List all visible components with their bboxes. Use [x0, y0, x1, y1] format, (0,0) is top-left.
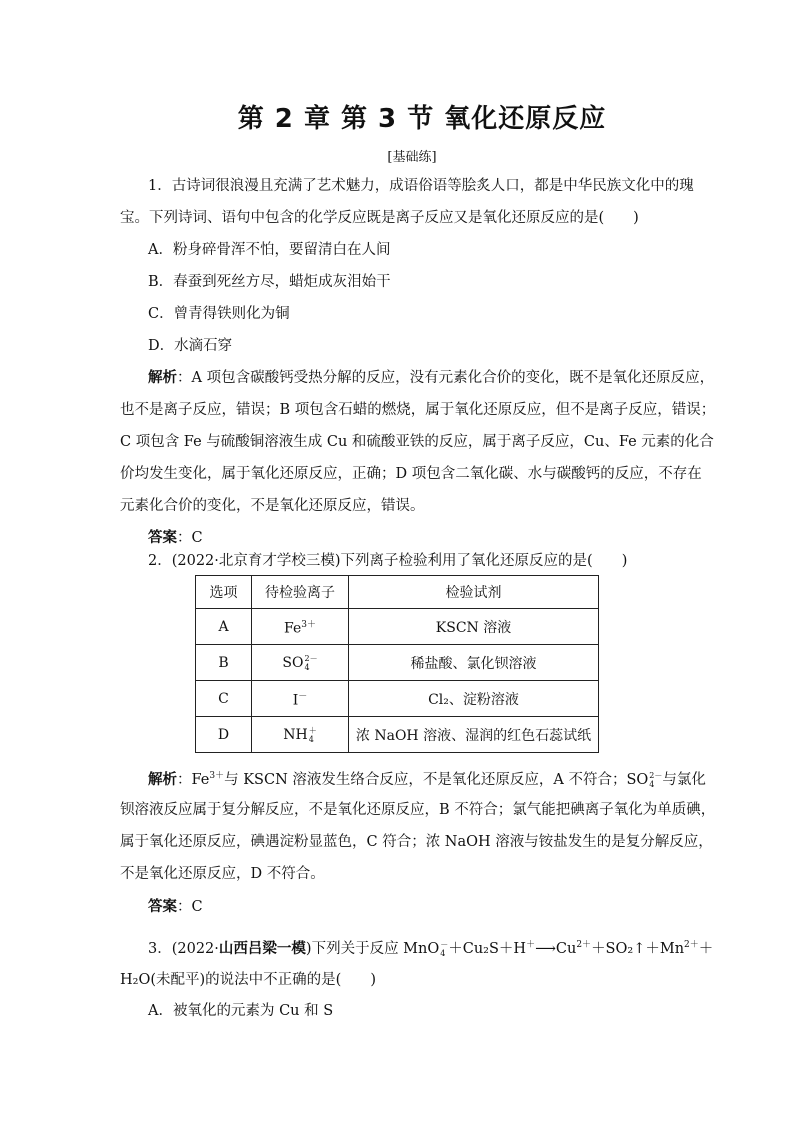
q2-answer-value: ：C — [177, 899, 203, 915]
table-row — [196, 645, 599, 681]
q1-analysis-line5: 元素化合价的变化，不是氧化还原反应，错误。 — [120, 498, 425, 514]
q2-analysis-line3: 属于氧化还原反应，碘遇淀粉显蓝色，C 符合；浓 NaOH 溶液与铵盐发生的是复分解反应， — [120, 834, 713, 850]
row-option: A — [196, 609, 252, 645]
row-option: C — [196, 681, 252, 717]
table-row — [196, 681, 599, 717]
q2-analysis-line2: 钡溶液反应属于复分解反应，不是氧化还原反应，B 不符合；氯气能把碘离子氧化为单质碘， — [120, 802, 716, 818]
q3-stem-line2: H₂O(未配平)的说法中不正确的是( ) — [120, 972, 376, 988]
q2-analysis-line1: 解析：$Fe^{3+}$与 KSCN 溶液发生络合反应，不是氧化还原反应，A 不符合；SO 2－ 4 与氯化 — [148, 770, 706, 789]
q1-option-c: C．曾青得铁则化为铜 — [148, 306, 290, 322]
q1-stem-line2: 宝。下列诗词、语句中包含的化学反应既是离子反应又是氧化还原反应的是( ) — [120, 210, 639, 226]
q1-answer-value: ：C — [177, 530, 203, 546]
row-option: D — [196, 717, 252, 753]
table-header-ion: 待检验离子 — [252, 576, 349, 609]
row-ion: I－ — [252, 681, 349, 717]
q1-answer — [148, 528, 203, 548]
row-ion: SO 2－ 4 — [252, 645, 349, 681]
q1-option-d: D．水滴石穿 — [148, 338, 233, 354]
q2-analysis-label: 解析 — [148, 770, 177, 788]
q1-analysis-line4: 价均发生变化，属于氧化还原反应，正确；D 项包含二氧化碳、水与碳酸钙的反应，不存在 — [120, 466, 702, 482]
table-header-reagent: 检验试剂 — [349, 576, 599, 609]
table-row — [196, 717, 599, 753]
row-ion: $Fe^{3+}$ — [252, 609, 349, 645]
row-reagent: Cl₂、淀粉溶液 — [349, 681, 599, 717]
q2-answer-label: 答案 — [148, 898, 177, 915]
q3-stem-line1: 3．(2022·山西吕梁一模)下列关于反应 MnO － 4 $+Cu_2S+H^+⟶Cu^{2+}+SO_2↑+Mn^{2+}+$ — [148, 939, 714, 958]
page-title: 第 2 章 第 3 节 氧化还原反应 — [237, 104, 607, 134]
ion-test-table — [195, 575, 599, 753]
q1-option-a: A．粉身碎骨浑不怕，要留清白在人间 — [148, 242, 391, 258]
row-option: B — [196, 645, 252, 681]
q3-option-a: A．被氧化的元素为 Cu 和 S — [148, 1003, 334, 1019]
row-reagent: KSCN 溶液 — [349, 609, 599, 645]
row-ion: NH ＋ 4 — [252, 717, 349, 753]
row-reagent: 稀盐酸、氯化钡溶液 — [349, 645, 599, 681]
q1-analysis-line3: C 项包含 Fe 与硫酸铜溶液生成 Cu 和硫酸亚铁的反应，属于离子反应，Cu、Fe 元素的化合 — [120, 434, 714, 450]
q2-stem: 2．(2022·北京育才学校三模)下列离子检验利用了氧化还原反应的是( ) — [148, 553, 628, 569]
table-header-row — [196, 576, 599, 609]
q1-answer-label: 答案 — [148, 529, 177, 546]
row-reagent: 浓 NaOH 溶液、湿润的红色石蕊试纸 — [349, 717, 599, 753]
q1-analysis-label: 解析 — [148, 369, 177, 386]
q2-analysis-line4: 不是氧化还原反应，D 不符合。 — [120, 866, 325, 882]
q1-analysis-line2: 也不是离子反应，错误；B 项包含石蜡的燃烧，属于氧化还原反应，但不是离子反应，错误； — [120, 402, 716, 418]
q1-stem-line1: 1．古诗词很浪漫且充满了艺术魅力，成语俗语等脍炙人口，都是中华民族文化中的瑰 — [148, 178, 694, 194]
q1-option-b: B．春蚕到死丝方尽，蜡炬成灰泪始干 — [148, 274, 391, 290]
table-row — [196, 609, 599, 645]
q2-answer — [148, 897, 203, 917]
section-subtitle: [基础练] — [387, 150, 437, 165]
table-header-option: 选项 — [196, 576, 252, 609]
q1-analysis-line1: 解析：A 项包含碳酸钙受热分解的反应，没有元素化合价的变化，既不是氧化还原反应， — [148, 369, 715, 386]
